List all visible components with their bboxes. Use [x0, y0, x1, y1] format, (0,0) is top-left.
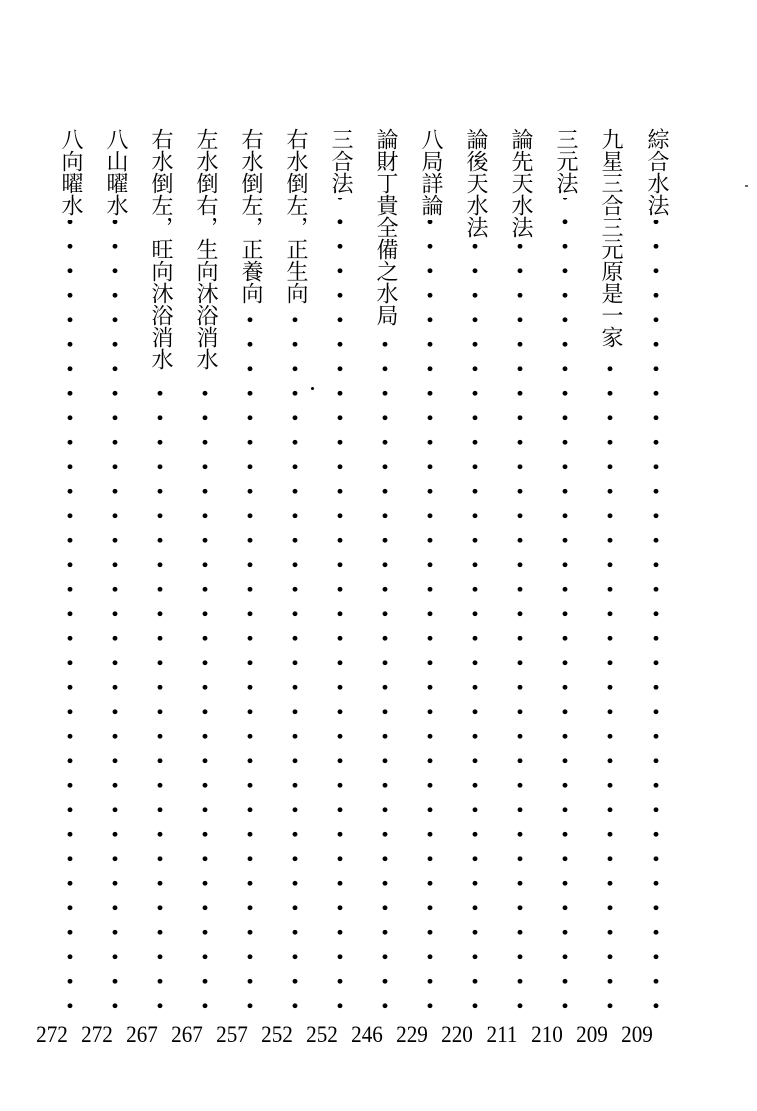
toc-entry[interactable] — [185, 128, 225, 1018]
toc-page-number: 220 — [441, 1022, 473, 1047]
dot-leader — [157, 374, 163, 1018]
toc-entry-title: 八局詳論 — [418, 128, 443, 216]
dot-leader — [247, 308, 253, 1018]
toc-entry[interactable] — [545, 128, 585, 1018]
toc-page-number: 272 — [81, 1022, 113, 1047]
toc-entry-title: 右水倒左，正生向 — [283, 128, 308, 304]
dot-leader — [202, 374, 208, 1018]
toc-entry[interactable] — [455, 128, 495, 1018]
toc-page-number: 267 — [171, 1022, 203, 1047]
dot-leader — [67, 220, 73, 1018]
toc-entry-title: 八山曜水 — [103, 128, 128, 216]
toc-entry-title: 右水倒左，旺向沐浴消水 — [148, 128, 173, 370]
dot-leader — [607, 352, 613, 1018]
toc-entry-title: 三合法 — [328, 128, 353, 194]
dot-leader — [337, 198, 343, 1018]
toc-entry-title: 綜合水法 — [644, 128, 669, 216]
toc-entry-title: 論先天水法 — [508, 128, 533, 238]
toc-entry[interactable] — [230, 128, 270, 1018]
toc-page-number: 209 — [621, 1022, 653, 1047]
toc-entry[interactable] — [140, 128, 180, 1018]
toc-page-number: 246 — [351, 1022, 383, 1047]
toc-entry[interactable] — [275, 128, 315, 1018]
toc-entry-title: 右水倒左，正養向 — [238, 128, 263, 304]
dot-leader — [112, 220, 118, 1018]
toc-page-number: 211 — [486, 1022, 518, 1047]
toc-entry[interactable] — [320, 128, 360, 1018]
toc-page-number: 257 — [216, 1022, 248, 1047]
dot-leader — [653, 220, 659, 1018]
scan-speck — [745, 185, 748, 187]
toc-entry[interactable] — [50, 128, 90, 1018]
toc-entry[interactable] — [410, 128, 450, 1018]
toc-entry-title: 論後天水法 — [463, 128, 488, 238]
dot-leader — [517, 242, 523, 1018]
toc-entry[interactable] — [95, 128, 135, 1018]
toc-entry[interactable] — [636, 128, 676, 1018]
dot-leader — [472, 242, 478, 1018]
toc-entry-title: 九星三合三元原是一家 — [598, 128, 623, 348]
toc-entry[interactable] — [590, 128, 630, 1018]
page-number-row — [32, 1020, 692, 1054]
toc-entry-title: 左水倒右，生向沐浴消水 — [193, 128, 218, 370]
dot-leader — [292, 308, 298, 1018]
toc-page-number: 209 — [576, 1022, 608, 1047]
dot-leader — [427, 220, 433, 1018]
toc-page-number: 210 — [531, 1022, 563, 1047]
toc-entry[interactable] — [365, 128, 405, 1018]
scan-speck — [311, 387, 314, 390]
toc-entry-title: 論財丁貴全備之水局 — [373, 128, 398, 326]
toc-page-number: 252 — [306, 1022, 338, 1047]
dot-leader — [562, 198, 568, 1018]
toc-entry-title: 三元法 — [553, 128, 578, 194]
toc-entry-title: 八向曜水 — [58, 128, 83, 216]
toc-entry[interactable] — [500, 128, 540, 1018]
toc-page-number: 229 — [396, 1022, 428, 1047]
table-of-contents — [40, 128, 676, 1018]
toc-page-number: 267 — [126, 1022, 158, 1047]
toc-page-number: 272 — [36, 1022, 68, 1047]
dot-leader — [382, 330, 388, 1018]
toc-page-number: 252 — [261, 1022, 293, 1047]
